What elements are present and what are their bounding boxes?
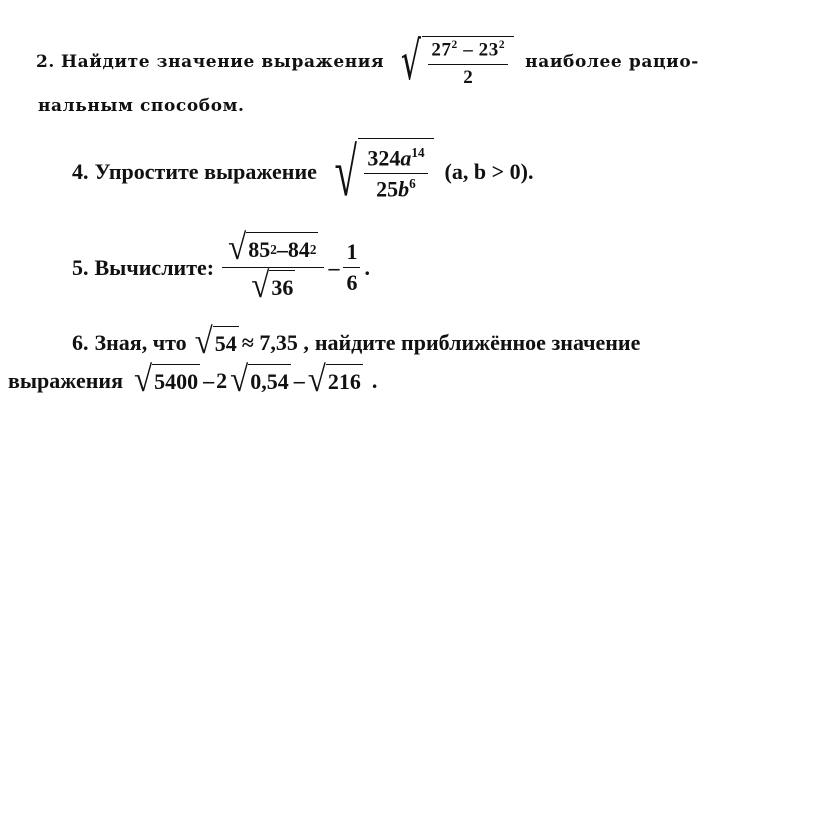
problem-text: наиболее рацио-: [525, 52, 699, 73]
problem-number: 5.: [72, 254, 89, 280]
condition: (a, b > 0).: [444, 159, 534, 185]
problem-2-line-1: [36, 31, 699, 92]
base: 84: [287, 237, 310, 262]
coefficient: 324: [367, 145, 401, 171]
period: .: [364, 254, 370, 280]
operator: –: [203, 367, 215, 393]
radical-sign-icon: √: [400, 31, 422, 92]
operator: –: [276, 237, 288, 262]
exponent: 2: [498, 39, 506, 52]
operator: –: [463, 39, 474, 61]
radicand: 36: [269, 270, 295, 303]
problem-text: выражения: [8, 367, 123, 393]
variable: b: [398, 176, 410, 202]
exponent: 6: [409, 176, 416, 192]
base: 85: [248, 237, 271, 262]
fraction: [343, 239, 360, 296]
period: .: [371, 367, 378, 393]
radical-sign-icon: √: [251, 266, 270, 306]
problem-number: 6.: [72, 329, 89, 355]
problem-number: 4.: [72, 159, 89, 185]
approximation: ≈ 7,35 ,: [241, 329, 309, 355]
problem-text: Найдите значение выражения: [60, 52, 385, 73]
radical-sign-icon: √: [230, 360, 249, 400]
problem-number: 2.: [36, 52, 55, 73]
problem-text: Вычислите:: [94, 254, 215, 280]
exponent: 14: [411, 144, 425, 160]
radicand: 0,54: [248, 364, 291, 397]
fraction: [222, 228, 324, 306]
problem-text: Упростите выражение: [94, 159, 317, 185]
exponent: 2: [451, 39, 458, 52]
problem-2-line-2: [38, 96, 245, 116]
problem-6-line-1: [72, 322, 641, 362]
radical-sign-icon: √: [307, 360, 326, 400]
radical-sign-icon: √: [194, 322, 213, 362]
exponent: 2: [309, 242, 317, 257]
radicand: 216: [326, 364, 363, 397]
square-root-expression: [327, 134, 434, 210]
denominator: 6: [346, 270, 358, 295]
problem-text: нальным способом.: [38, 96, 245, 116]
numerator: 1: [343, 239, 360, 268]
problem-6-line-2: [8, 360, 378, 400]
coefficient: 2: [216, 367, 228, 393]
radicand: 5400: [152, 364, 200, 397]
radical-sign-icon: √: [334, 134, 357, 210]
variable: a: [400, 145, 412, 171]
base: 23: [478, 39, 499, 61]
problem-text: Зная, что: [94, 329, 187, 355]
problem-4: [72, 134, 534, 210]
radicand: 54: [213, 326, 239, 359]
base: 27: [431, 39, 452, 61]
operator: –: [293, 367, 305, 393]
operator: –: [328, 254, 340, 280]
problem-5: [72, 228, 370, 306]
exponent: 2: [270, 242, 277, 257]
square-root-expression: [394, 31, 514, 92]
problem-text: найдите приближённое значение: [314, 329, 641, 355]
radical-sign-icon: √: [228, 228, 247, 268]
denominator: 2: [463, 66, 474, 88]
coefficient: 25: [376, 176, 399, 202]
radical-sign-icon: √: [133, 360, 153, 400]
